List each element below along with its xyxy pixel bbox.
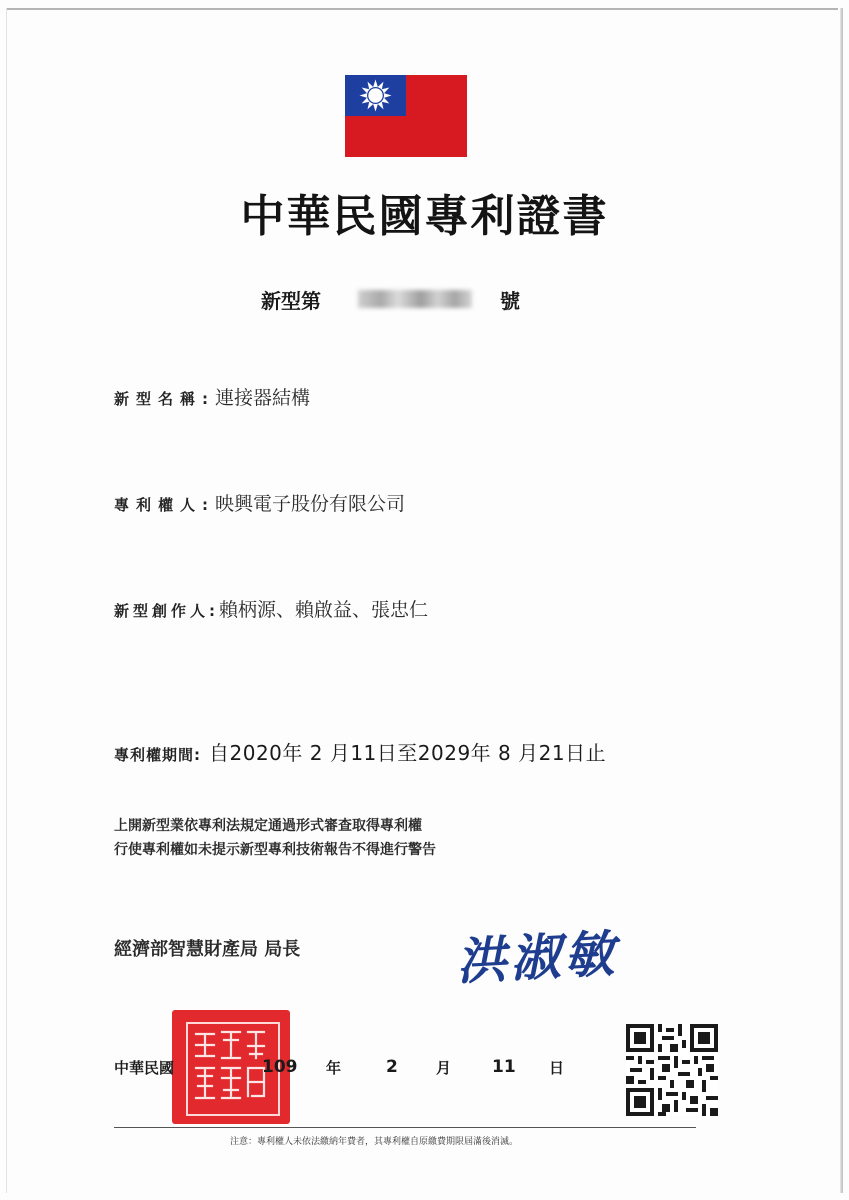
director-signature: 洪淑敏 <box>454 923 620 992</box>
flag-canton <box>345 75 406 116</box>
number-prefix: 新型第 <box>261 289 321 313</box>
date-year-unit: 年 <box>326 1059 342 1077</box>
field-period <box>114 737 606 766</box>
notice-line-2: 行使專利權如未提示新型專利技術報告不得進行警告 <box>114 842 436 858</box>
date-day-unit: 日 <box>549 1059 565 1077</box>
certificate-number <box>0 285 849 315</box>
roc-flag-icon <box>345 75 467 157</box>
patentee-label: 專利權人: <box>114 496 215 514</box>
page-edge-top <box>6 8 838 10</box>
field-patentee <box>114 489 405 516</box>
date-month: 2 <box>386 1057 398 1077</box>
notice-line-1: 上開新型業依專利法規定通過形式審查取得專利權 <box>114 818 422 834</box>
period-label: 專利權期間: <box>114 746 201 764</box>
footer-note: 注意：專利權人未依法繳納年費者，其專利權自原繳費期限屆滿後消滅。 <box>230 1137 519 1147</box>
field-utility-name <box>114 383 310 410</box>
certificate-title: 中華民國專利證書 <box>240 191 609 242</box>
name-label: 新型名稱: <box>114 390 215 408</box>
date-day: 11 <box>492 1057 516 1077</box>
field-creator <box>114 595 428 622</box>
name-value: 連接器結構 <box>215 387 311 409</box>
number-suffix: 號 <box>500 289 520 313</box>
white-sun-icon <box>345 75 406 116</box>
qr-code-icon <box>626 1024 718 1116</box>
redacted-number <box>358 290 472 308</box>
issuing-office: 經濟部智慧財產局 局長 <box>114 939 301 960</box>
patentee-value: 映興電子股份有限公司 <box>215 493 406 515</box>
creator-value: 賴柄源、賴啟益、張忠仁 <box>219 599 429 621</box>
date-era: 中華民國 <box>114 1059 175 1077</box>
footer-rule <box>114 1127 696 1128</box>
date-month-unit: 月 <box>436 1059 452 1077</box>
date-year: 109 <box>262 1057 298 1077</box>
period-value: 自2020年 2 月11日至2029年 8 月21日止 <box>209 741 607 765</box>
creator-label: 新型創作人: <box>114 602 219 620</box>
